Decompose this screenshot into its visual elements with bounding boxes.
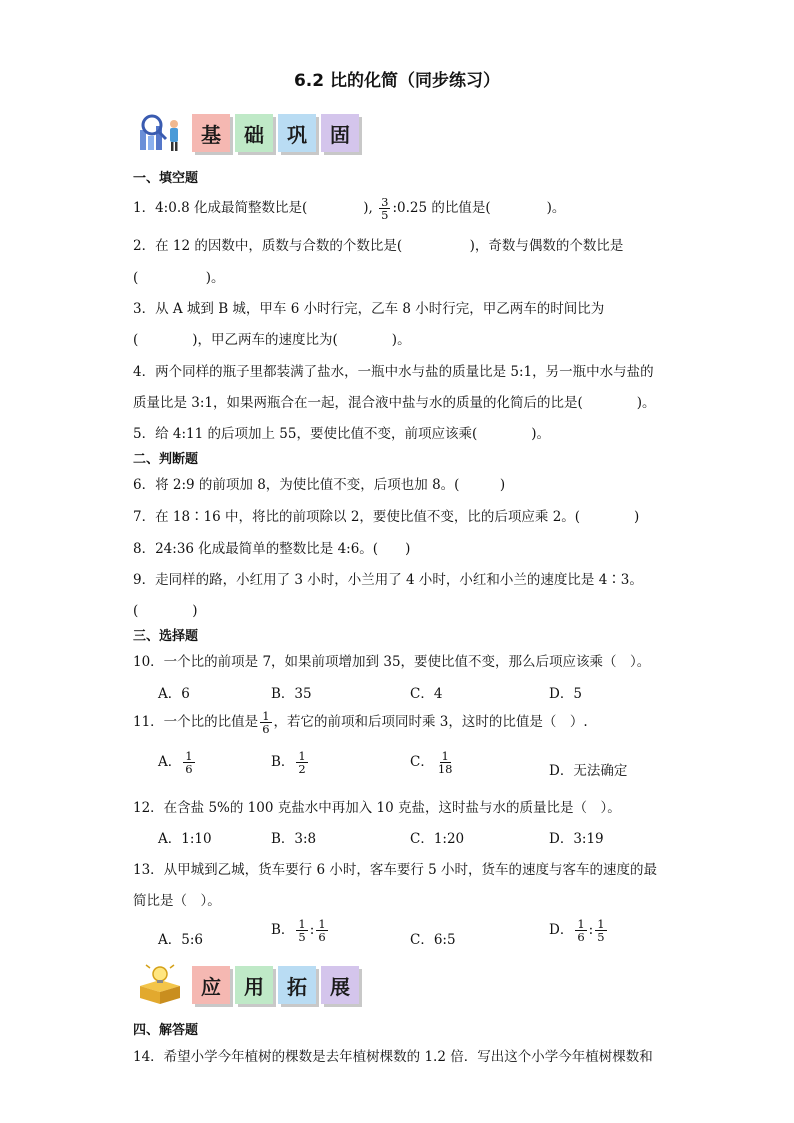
q1-part-d: )。 <box>546 200 566 217</box>
q11-c-num: 1 <box>441 749 449 763</box>
q13-option-d-label: D． <box>549 922 574 939</box>
question-10: 10．一个比的前项是 7，如果前项增加到 35，要使比值不变，那么后项应该乘（ ）。 <box>133 654 651 670</box>
question-3-line-1: 3．从 A 城到 B 城，甲车 6 小时行完，乙车 8 小时行完，甲乙两车的时间比为 <box>133 301 605 317</box>
q11-option-b <box>271 750 310 775</box>
banner1-tile-3: 巩 <box>278 114 316 152</box>
q12-option-c: C．1:20 <box>410 831 465 847</box>
question-2-line-2: ( )。 <box>133 270 225 286</box>
q11-b-den: 2 <box>298 762 306 777</box>
q10-option-a: A．6 <box>158 686 190 702</box>
q13-d-den-1: 6 <box>577 930 585 945</box>
q13-b-den-2: 6 <box>318 930 326 945</box>
q13-b-den-1: 5 <box>298 930 306 945</box>
q12-option-b: B．3:8 <box>271 831 317 847</box>
q13-b-colon: : <box>309 922 315 939</box>
q11-c-den: 18 <box>437 762 453 777</box>
q13-b-frac-1 <box>296 918 307 943</box>
q11-option-d: D．无法确定 <box>549 763 628 779</box>
q13-d-den-2: 5 <box>597 930 605 945</box>
question-9-line-1: 9．走同样的路，小红用了 3 小时，小兰用了 4 小时，小红和小兰的速度比是 4∶3。 <box>133 572 643 588</box>
question-6: 6．将 2:9 的前项加 8，为使比值不变，后项也加 8。( ) <box>133 477 506 493</box>
q11-option-a-label: A． <box>158 754 182 771</box>
banner2-tile-4: 展 <box>321 966 359 1004</box>
q11-frac-den: 6 <box>262 722 270 737</box>
q11-option-c-fraction <box>436 750 455 775</box>
banner2-tile-1: 应 <box>192 966 230 1004</box>
q13-d-frac-1 <box>575 918 586 943</box>
question-13-line-1: 13．从甲城到乙城，货车要行 6 小时，客车要行 5 小时，货车的速度与客车的速度的最 <box>133 862 658 878</box>
q11-option-a <box>158 750 197 775</box>
banner2-tile-3: 拓 <box>278 966 316 1004</box>
q1-part-b: ), <box>363 200 378 217</box>
section-solve: 四、解答题 <box>133 1023 199 1038</box>
q13-option-b <box>271 918 330 943</box>
q11-fraction <box>260 710 271 735</box>
question-12: 12．在含盐 5%的 100 克盐水中再加入 10 克盐，这时盐与水的质量比是（ ）。 <box>133 800 621 816</box>
q11-a-den: 6 <box>185 762 193 777</box>
q10-option-c: C．4 <box>410 686 443 702</box>
question-5: 5．给 4:11 的后项加上 55，要使比值不变，前项应该乘( )。 <box>133 426 550 442</box>
q13-b-num-2: 1 <box>318 917 326 931</box>
q10-option-d: D．5 <box>549 686 582 702</box>
question-11 <box>133 710 588 735</box>
question-7: 7．在 18∶16 中，将比的前项除以 2，要使比值不变，比的后项应乘 2。( ) <box>133 509 640 525</box>
q11-b-num: 1 <box>298 749 306 763</box>
banner1-tile-2: 础 <box>235 114 273 152</box>
q13-d-num-2: 1 <box>597 917 605 931</box>
q13-b-frac-2 <box>316 918 327 943</box>
question-1 <box>133 196 565 221</box>
q11-frac-num: 1 <box>262 709 270 723</box>
banner1-tile-4: 固 <box>321 114 359 152</box>
page-title: 6.2 比的化简（同步练习） <box>293 71 501 91</box>
magnifier-chart-icon <box>134 112 186 154</box>
q1-part-c: :0.25 的比值是( <box>392 200 491 217</box>
section-multiple-choice: 三、选择题 <box>133 629 199 644</box>
q13-option-d <box>549 918 609 943</box>
q13-option-a: A．5:6 <box>158 932 203 948</box>
lightbulb-box-icon <box>134 964 186 1006</box>
question-8: 8．24:36 化成最简单的整数比是 4:6。( ) <box>133 541 411 557</box>
q10-option-b: B．35 <box>271 686 312 702</box>
banner1-tile-1: 基 <box>192 114 230 152</box>
question-14: 14．希望小学今年植树的棵数是去年植树棵数的 1.2 倍．写出这个小学今年植树棵数和 <box>133 1049 653 1065</box>
q13-b-num-1: 1 <box>298 917 306 931</box>
banner-basic-consolidation <box>134 112 364 154</box>
q11-stem-b: ，若它的前项和后项同时乘 3，这时的比值是（ ）. <box>273 714 588 731</box>
q1-fraction <box>379 196 390 221</box>
q13-d-num-1: 1 <box>577 917 585 931</box>
question-4-line-2: 质量比是 3:1，如果两瓶合在一起，混合液中盐与水的质量的化简后的比是( )。 <box>133 395 656 411</box>
q11-option-c <box>410 750 456 775</box>
q13-option-b-label: B． <box>271 922 295 939</box>
q11-option-b-fraction <box>296 750 307 775</box>
section-true-false: 二、判断题 <box>133 452 199 467</box>
q1-frac-num: 3 <box>381 195 389 209</box>
q13-d-colon: : <box>588 922 594 939</box>
q12-option-a: A．1:10 <box>158 831 212 847</box>
question-2-line-1: 2．在 12 的因数中，质数与合数的个数比是( )，奇数与偶数的个数比是 <box>133 238 624 254</box>
question-3-line-2: ( )，甲乙两车的速度比为( )。 <box>133 332 411 348</box>
q12-option-d: D．3:19 <box>549 831 604 847</box>
q11-option-b-label: B． <box>271 754 295 771</box>
question-13-line-2: 简比是（ ）。 <box>133 893 221 909</box>
q11-option-c-label: C． <box>410 754 434 771</box>
q1-frac-den: 5 <box>381 208 389 223</box>
q13-option-c: C．6:5 <box>410 932 456 948</box>
q13-d-frac-2 <box>595 918 606 943</box>
q11-a-num: 1 <box>185 749 193 763</box>
q11-stem-a: 11．一个比的比值是 <box>133 714 259 731</box>
section-fill-blank: 一、填空题 <box>133 171 199 186</box>
question-4-line-1: 4．两个同样的瓶子里都装满了盐水，一瓶中水与盐的质量比是 5:1，另一瓶中水与盐的 <box>133 364 654 380</box>
question-9-line-2: ( ) <box>133 603 198 619</box>
q1-part-a: 1．4:0.8 化成最简整数比是( <box>133 200 308 217</box>
banner-application-extension <box>134 964 364 1006</box>
q11-option-a-fraction <box>183 750 194 775</box>
banner2-tile-2: 用 <box>235 966 273 1004</box>
